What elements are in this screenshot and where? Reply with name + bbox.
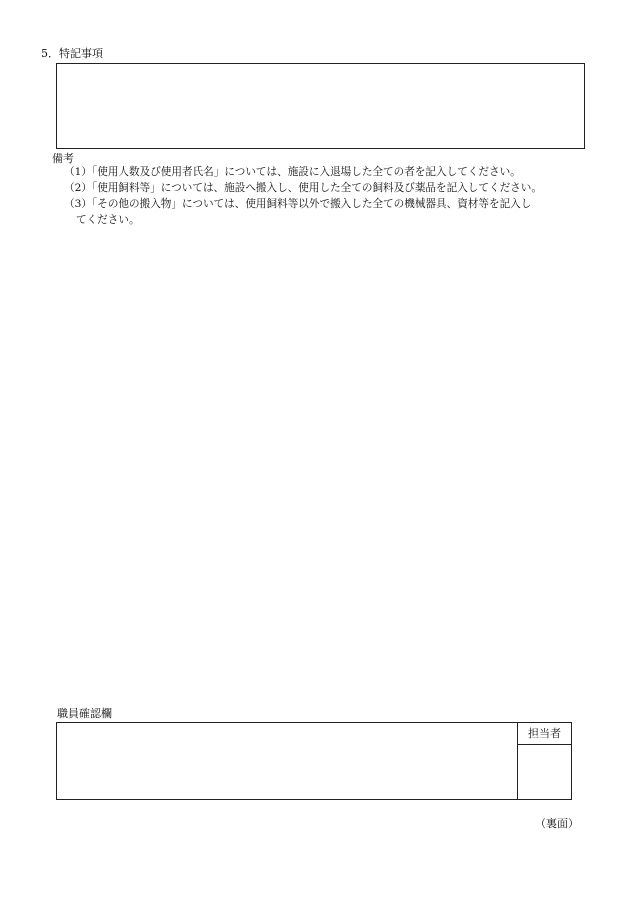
staff-confirmation-box <box>56 722 572 800</box>
person-in-charge-label: 担当者 <box>528 727 561 740</box>
note-item-2: （2）「使用飼料等」については、施設へ搬入し、使用した全ての飼料及び薬品を記入してください。 <box>64 182 542 194</box>
special-notes-box[interactable] <box>56 63 585 149</box>
note-item-3: （3）「その他の搬入物」については、使用飼料等以外で搬入した全ての機械器具、資材等を記入し <box>64 198 532 210</box>
staff-confirmation-heading: 職員確認欄 <box>57 707 112 720</box>
note-item-3-continuation: てください。 <box>76 214 140 226</box>
page-side-label: （裏面） <box>535 817 579 830</box>
note-item-1: （1）「使用人数及び使用者氏名」については、施設に入退場した全ての者を記入してください。 <box>64 166 521 178</box>
staff-confirmation-area[interactable] <box>57 723 517 799</box>
notes-heading: 備考 <box>52 152 74 165</box>
person-in-charge-cell[interactable] <box>518 745 571 799</box>
section-title: 5．特記事項 <box>41 47 103 60</box>
